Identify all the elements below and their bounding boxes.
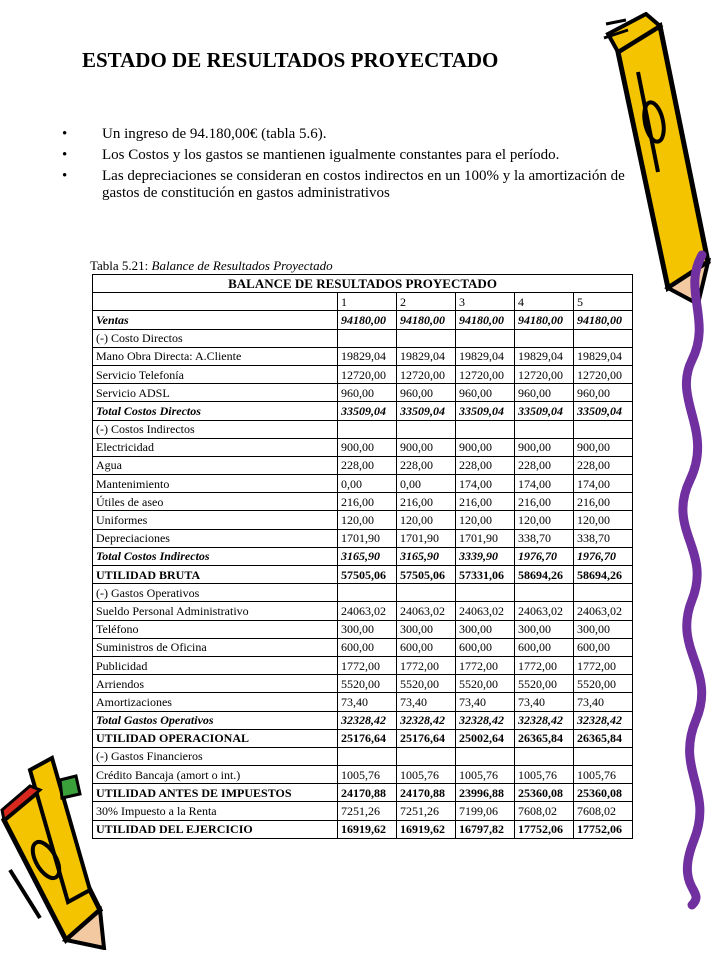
table-row [93,784,633,802]
row-value-cell: 1772,00 [515,656,574,674]
row-value-cell: 33509,04 [397,402,456,420]
table-row [93,802,633,820]
row-value-cell: 19829,04 [515,347,574,365]
row-value-cell: 0,00 [397,475,456,493]
row-value-cell: 17752,06 [515,820,574,838]
row-value-cell [456,747,515,765]
row-value-cell: 73,40 [574,693,633,711]
row-value-cell: 57505,06 [397,566,456,584]
table-row [93,347,633,365]
row-value-cell: 1976,70 [574,547,633,565]
row-value-cell [338,584,397,602]
table-row [93,547,633,565]
row-value-cell: 960,00 [456,384,515,402]
row-value-cell: 32328,42 [338,711,397,729]
table-row [93,365,633,383]
row-label-cell: Arriendos [93,675,338,693]
row-label-cell: UTILIDAD OPERACIONAL [93,729,338,747]
row-value-cell: 900,00 [338,438,397,456]
row-value-cell: 19829,04 [338,347,397,365]
row-value-cell: 94180,00 [397,311,456,329]
row-value-cell: 174,00 [574,475,633,493]
balance-table-body [93,275,633,839]
row-value-cell: 16919,62 [338,820,397,838]
row-label-cell: Ventas [93,311,338,329]
row-value-cell: 32328,42 [456,711,515,729]
row-value-cell [574,584,633,602]
row-value-cell [397,747,456,765]
row-value-cell: 1005,76 [456,766,515,784]
table-row [93,329,633,347]
row-label-cell: (-) Costo Directos [93,329,338,347]
table-row [93,620,633,638]
row-value-cell: 1772,00 [338,656,397,674]
row-value-cell [574,329,633,347]
row-value-cell: 25176,64 [338,729,397,747]
row-value-cell: 1005,76 [515,766,574,784]
row-value-cell: 19829,04 [397,347,456,365]
row-value-cell: 73,40 [456,693,515,711]
row-value-cell: 16797,82 [456,820,515,838]
table-heading-row [93,275,633,293]
row-value-cell: 19829,04 [574,347,633,365]
row-value-cell: 300,00 [397,620,456,638]
row-value-cell: 12720,00 [456,365,515,383]
row-value-cell: 1005,76 [338,766,397,784]
row-value-cell: 216,00 [456,493,515,511]
bullet-dot: • [62,168,68,184]
row-value-cell: 216,00 [338,493,397,511]
row-value-cell: 3165,90 [397,547,456,565]
row-value-cell: 228,00 [515,456,574,474]
row-value-cell: 16919,62 [397,820,456,838]
table-row [93,311,633,329]
balance-table [92,274,633,839]
year-header-cell: 2 [397,293,456,311]
table-row [93,747,633,765]
row-value-cell: 1701,90 [338,529,397,547]
table-heading: BALANCE DE RESULTADOS PROYECTADO [93,275,633,293]
row-value-cell: 228,00 [397,456,456,474]
bullet-item [62,168,640,202]
row-value-cell: 900,00 [574,438,633,456]
row-value-cell: 1701,90 [456,529,515,547]
row-value-cell: 25002,64 [456,729,515,747]
row-value-cell: 19829,04 [456,347,515,365]
row-value-cell: 900,00 [397,438,456,456]
row-value-cell: 24063,02 [397,602,456,620]
row-value-cell: 94180,00 [456,311,515,329]
row-value-cell: 338,70 [515,529,574,547]
row-label-cell: Teléfono [93,620,338,638]
row-value-cell: 5520,00 [397,675,456,693]
row-value-cell: 338,70 [574,529,633,547]
row-value-cell: 94180,00 [338,311,397,329]
slide-title: ESTADO DE RESULTADOS PROYECTADO [82,48,499,72]
row-value-cell: 7199,06 [456,802,515,820]
caption-title: Balance de Resultados Proyectado [151,258,333,273]
bullet-text: Un ingreso de 94.180,00€ (tabla 5.6). [102,126,327,142]
row-value-cell: 33509,04 [338,402,397,420]
row-value-cell [338,329,397,347]
row-value-cell: 600,00 [515,638,574,656]
row-value-cell: 960,00 [515,384,574,402]
row-value-cell: 33509,04 [574,402,633,420]
row-label-cell: Mano Obra Directa: A.Cliente [93,347,338,365]
row-value-cell: 960,00 [574,384,633,402]
row-value-cell: 120,00 [574,511,633,529]
bullet-text: Las depreciaciones se consideran en costos indirectos en un 100% y la amortización de gastos de constitución en gastos administrativos [102,168,625,201]
row-label-cell: UTILIDAD BRUTA [93,566,338,584]
bullet-item [62,147,640,164]
row-value-cell: 216,00 [574,493,633,511]
row-value-cell: 216,00 [397,493,456,511]
row-value-cell: 24170,88 [397,784,456,802]
row-label-cell: UTILIDAD ANTES DE IMPUESTOS [93,784,338,802]
row-label-cell: (-) Gastos Financieros [93,747,338,765]
row-value-cell: 3165,90 [338,547,397,565]
row-label-cell: Total Costos Indirectos [93,547,338,565]
row-value-cell: 1701,90 [397,529,456,547]
row-value-cell: 0,00 [338,475,397,493]
row-value-cell [515,420,574,438]
row-label-cell: Mantenimiento [93,475,338,493]
row-value-cell: 24170,88 [338,784,397,802]
table-row [93,729,633,747]
row-value-cell: 26365,84 [515,729,574,747]
row-value-cell: 174,00 [515,475,574,493]
row-label-cell: Servicio ADSL [93,384,338,402]
row-value-cell: 32328,42 [515,711,574,729]
table-row [93,693,633,711]
row-value-cell: 7251,26 [397,802,456,820]
row-label-cell: (-) Gastos Operativos [93,584,338,602]
row-label-cell: 30% Impuesto a la Renta [93,802,338,820]
row-value-cell: 228,00 [574,456,633,474]
table-year-row [93,293,633,311]
row-label-cell: Agua [93,456,338,474]
row-value-cell: 73,40 [515,693,574,711]
row-value-cell: 25360,08 [574,784,633,802]
bullet-text: Los Costos y los gastos se mantienen igualmente constantes para el período. [102,147,560,163]
row-value-cell [574,747,633,765]
row-value-cell: 12720,00 [397,365,456,383]
bullet-dot: • [62,147,68,163]
row-value-cell: 1005,76 [574,766,633,784]
row-value-cell: 26365,84 [574,729,633,747]
row-value-cell [397,329,456,347]
row-label-cell: Depreciaciones [93,529,338,547]
row-value-cell: 3339,90 [456,547,515,565]
row-label-cell: Servicio Telefonía [93,365,338,383]
row-value-cell: 228,00 [338,456,397,474]
row-label-cell: UTILIDAD DEL EJERCICIO [93,820,338,838]
year-header-cell: 4 [515,293,574,311]
row-value-cell: 1772,00 [397,656,456,674]
row-value-cell: 94180,00 [574,311,633,329]
table-row [93,438,633,456]
row-value-cell: 57505,06 [338,566,397,584]
row-value-cell: 1976,70 [515,547,574,565]
year-header-cell: 5 [574,293,633,311]
row-label-cell: Útiles de aseo [93,493,338,511]
row-value-cell: 33509,04 [456,402,515,420]
row-value-cell: 120,00 [456,511,515,529]
row-value-cell [397,584,456,602]
row-value-cell [456,584,515,602]
row-value-cell: 5520,00 [456,675,515,693]
row-value-cell: 7608,02 [574,802,633,820]
bullet-item [62,126,640,143]
row-value-cell: 600,00 [574,638,633,656]
row-value-cell: 23996,88 [456,784,515,802]
row-value-cell: 900,00 [456,438,515,456]
row-value-cell: 32328,42 [574,711,633,729]
row-value-cell: 7608,02 [515,802,574,820]
row-label-cell: Suministros de Oficina [93,638,338,656]
row-value-cell [574,420,633,438]
row-value-cell: 58694,26 [574,566,633,584]
row-value-cell: 12720,00 [515,365,574,383]
squiggle-right-icon [662,250,720,910]
row-value-cell [515,584,574,602]
row-value-cell: 600,00 [456,638,515,656]
pencil-left-icon [0,750,110,950]
row-value-cell [338,420,397,438]
table-row [93,493,633,511]
row-label-cell: Publicidad [93,656,338,674]
row-value-cell: 24063,02 [574,602,633,620]
row-value-cell: 58694,26 [515,566,574,584]
row-label-cell: (-) Costos Indirectos [93,420,338,438]
row-value-cell: 960,00 [338,384,397,402]
row-value-cell: 12720,00 [338,365,397,383]
table-row [93,384,633,402]
row-value-cell: 73,40 [397,693,456,711]
bullet-dot: • [62,126,68,142]
row-value-cell: 25176,64 [397,729,456,747]
table-row [93,402,633,420]
caption-prefix: Tabla 5.21: [90,258,152,273]
table-row [93,420,633,438]
row-value-cell: 7251,26 [338,802,397,820]
year-blank-cell [93,293,338,311]
row-value-cell: 300,00 [574,620,633,638]
row-value-cell: 960,00 [397,384,456,402]
row-value-cell: 300,00 [338,620,397,638]
row-label-cell: Amortizaciones [93,693,338,711]
row-value-cell: 600,00 [397,638,456,656]
row-value-cell [338,747,397,765]
row-value-cell [397,420,456,438]
row-value-cell: 94180,00 [515,311,574,329]
table-figure [88,254,640,854]
row-value-cell: 73,40 [338,693,397,711]
table-row [93,638,633,656]
row-value-cell: 57331,06 [456,566,515,584]
row-value-cell: 1772,00 [574,656,633,674]
bullet-list [62,126,640,206]
row-value-cell: 120,00 [515,511,574,529]
row-value-cell: 24063,02 [515,602,574,620]
table-row [93,820,633,838]
year-header-cell: 1 [338,293,397,311]
row-value-cell: 24063,02 [338,602,397,620]
row-value-cell: 216,00 [515,493,574,511]
row-value-cell: 5520,00 [574,675,633,693]
table-row [93,475,633,493]
table-caption [90,258,333,274]
table-row [93,584,633,602]
row-value-cell: 32328,42 [397,711,456,729]
table-row [93,511,633,529]
row-label-cell: Total Costos Directos [93,402,338,420]
row-value-cell [515,329,574,347]
row-value-cell: 600,00 [338,638,397,656]
row-value-cell [456,420,515,438]
row-label-cell: Sueldo Personal Administrativo [93,602,338,620]
row-value-cell: 17752,06 [574,820,633,838]
table-row [93,675,633,693]
table-row [93,656,633,674]
year-header-cell: 3 [456,293,515,311]
table-row [93,566,633,584]
row-value-cell: 228,00 [456,456,515,474]
row-label-cell: Electricidad [93,438,338,456]
table-row [93,711,633,729]
row-value-cell: 24063,02 [456,602,515,620]
row-value-cell: 120,00 [397,511,456,529]
row-value-cell: 5520,00 [515,675,574,693]
row-label-cell: Uniformes [93,511,338,529]
row-value-cell: 12720,00 [574,365,633,383]
row-value-cell: 174,00 [456,475,515,493]
row-value-cell [456,329,515,347]
row-value-cell: 33509,04 [515,402,574,420]
row-value-cell: 5520,00 [338,675,397,693]
table-row [93,456,633,474]
table-row [93,602,633,620]
row-label-cell: Total Gastos Operativos [93,711,338,729]
row-value-cell [515,747,574,765]
row-value-cell: 1772,00 [456,656,515,674]
row-label-cell: Crédito Bancaja (amort o int.) [93,766,338,784]
row-value-cell: 900,00 [515,438,574,456]
row-value-cell: 120,00 [338,511,397,529]
row-value-cell: 1005,76 [397,766,456,784]
row-value-cell: 300,00 [515,620,574,638]
table-row [93,529,633,547]
row-value-cell: 25360,08 [515,784,574,802]
row-value-cell: 300,00 [456,620,515,638]
table-row [93,766,633,784]
